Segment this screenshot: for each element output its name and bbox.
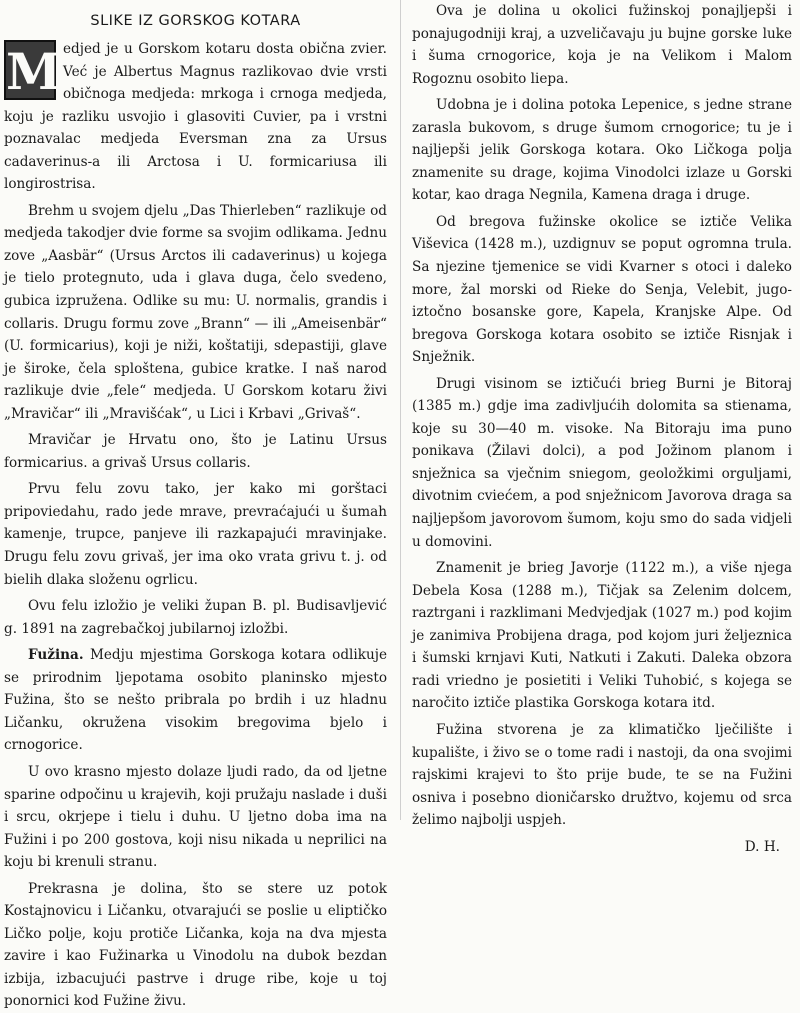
dropcap-letter: M	[6, 42, 62, 101]
paragraph-1	[4, 38, 387, 196]
paragraph-6	[4, 644, 387, 757]
paragraph-10: Udobna je i dolina potoka Lepenice, s jedne strane zarasla bukovom, s druge šumom crnogorice; tu je i najljepši jelik Gorskoga kotara. Oko Ličkoga polja znamenite su drage, kojima Vinodolci izlaze u Gorski kotar, kao draga Negnila, Kamena draga i druge.	[412, 97, 792, 204]
paragraph-11: Od bregova fužinske okolice se iztiče Velika Viševica (1428 m.), uzdignuv se poput ogromna trula. Sa njezine tjemenice se vidi Kvarner s otoci i daleko more, žal morski od Rieke do Senja, Velebit, jugo-iztočno bosanske gore, Kapela, Kranjske Alpe. Od bregova Gorskoga kotara osobito se iztiče Risnjak i Snježnik.	[412, 213, 792, 366]
paragraph-7: U ovo krasno mjesto dolaze ljudi rado, da od ljetne sparine odpočinu u krajevih, koji pružaju naslade i duši i srcu, okrjepe i tielu i duhu. U ljetno doba ima na Fužini i po 200 gostova, koji nisu nikada u neprilici na koju bi krenuli stranu.	[4, 763, 387, 871]
author-signature: D. H.	[744, 838, 780, 855]
paragraph-14: Fužina stvorena je za klimatičko lječilište i kupalište, i živo se o tome radi i nastoji, da ona svojimi rajskimi krajevi to što prije bude, te se na Fužini osniva i posebno dioničarsko družtvo, kojemu od srca želimo najbolji uspjeh.	[412, 721, 792, 829]
paragraph-12: Drugi visinom se iztičući brieg Burni je Bitoraj (1385 m.) gdje ima zadivljućih dolomita sa stienama, koje su 30—40 m. visoke. Na Bitoraju ima puno ponikava (Žilavi dolci), a pod Jožinom planom i snježnica sa vječnim sniegom, geoložkimi orguljami, divotnim cviećem, a pod snježnicom Javorova draga sa najljepšom javorovom šumom, koju smo do sada vidjeli u domovini.	[412, 375, 792, 550]
article-title: SLIKE IZ GORSKOG KOTARA	[90, 13, 301, 29]
paragraph-5: Ovu felu izložio je veliki župan B. pl. Budisavljević g. 1891 na zagrebačkoj jubilarnoj izložbi.	[4, 598, 387, 637]
paragraph-4: Prvu felu zovu tako, jer kako mi gorštaci pripoviedahu, rado jede mrave, prevraćajući u šumah kamenje, trupce, panjeve ili razkapajući mravinjake. Drugu felu zovu grivaš, jer ima oko vrata grivu t. j. od bielih dlaka složenu ogrlicu.	[4, 481, 387, 588]
paragraph-8: Prekrasna je dolina, što se stere uz potok Kostajnovicu i Ličanku, otvarajući se poslie u eliptičko Ličko polje, koju protiče Ličanka, koja na dva mjesta zavire i kao Fužinarka u Vinodolu na dubok bezdan izbija, izbacujući pastrve i druge ribe, koje u toj ponornici kod Fužine živu.	[4, 880, 387, 1010]
paragraph-3: Mravičar je Hrvatu ono, što je Latinu Ursus formicarius. a grivaš Ursus collaris.	[4, 432, 387, 471]
paragraph-9: Ova je dolina u okolici fužinskoj ponajljepši i ponajugodniji kraj, a uzveličavaju ju bujne gorske luke i šuma crnogorice, koja je na Velikom i Malom Rogoznu osobito liepa.	[412, 3, 792, 87]
right-column	[412, 0, 792, 855]
paragraph-1-text: edjed je u Gorskom kotaru dosta obična zvier. Već je Albertus Magnus razlikovao dvie vrsti običnoga medjeda: mrkoga i crnoga medjeda, koju je razliku usvojio i glasoviti Cuvier, pa i vrstni poznavalac medjeda Eversman zna za Ursus cadaverinus-a ili Arctosa i U. formicariusa ili longirostrisa.	[4, 41, 387, 193]
page-divider	[400, 0, 401, 820]
paragraph-13: Znamenit je brieg Javorje (1122 m.), a više njega Debela Kosa (1288 m.), Tičjak sa Zelenim dolcem, raztrgani i razklimani Medvjedjak (1027 m.) pod kojim je zanimiva Probijena draga, pod kojom juri željeznica i šumski krnjavi Kuti, Natkuti i Zakuti. Daleka obzora radi vriedno je posietiti i Veliki Tuhobić, s kojega se naročito iztiče plastika Gorskoga kotara itd.	[412, 560, 792, 712]
left-column	[4, 0, 387, 1010]
paragraph-2: Brehm u svojem djelu „Das Thierleben“ razlikuje od medjeda takodjer dvie forme sa svojim odlikama. Jednu zove „Aasbär“ (Ursus Arctos ili cadaverinus) u kojega je tielo protegnuto, uda i glava duga, čelo svedeno, gubica izpružena. Odlike su mu: U. normalis, grandis i collaris. Drugu formu zove „Brann“ — ili „Ameisenbär“ (U. formicarius), koji je niži, koštatiji, sdepastiji, glave je široke, čela sploštena, gubice kratke. I naš narod razlikuje dvie „fele“ medjeda. U Gorskom kotaru živi „Mravičar“ ili „Mravišćak“, u Lici i Krbavi „Grivaš“.	[4, 202, 387, 422]
paragraph-6-text: Medju mjestima Gorskoga kotara odlikuje se prirodnim ljepotama osobito planinsko mjesto Fužina, što se nešto pribrala po brdih i uz hladnu Ličanku, okružena visokim bregovima bjelo i crnogorice.	[4, 647, 387, 754]
fuzina-heading: Fužina.	[28, 647, 84, 664]
